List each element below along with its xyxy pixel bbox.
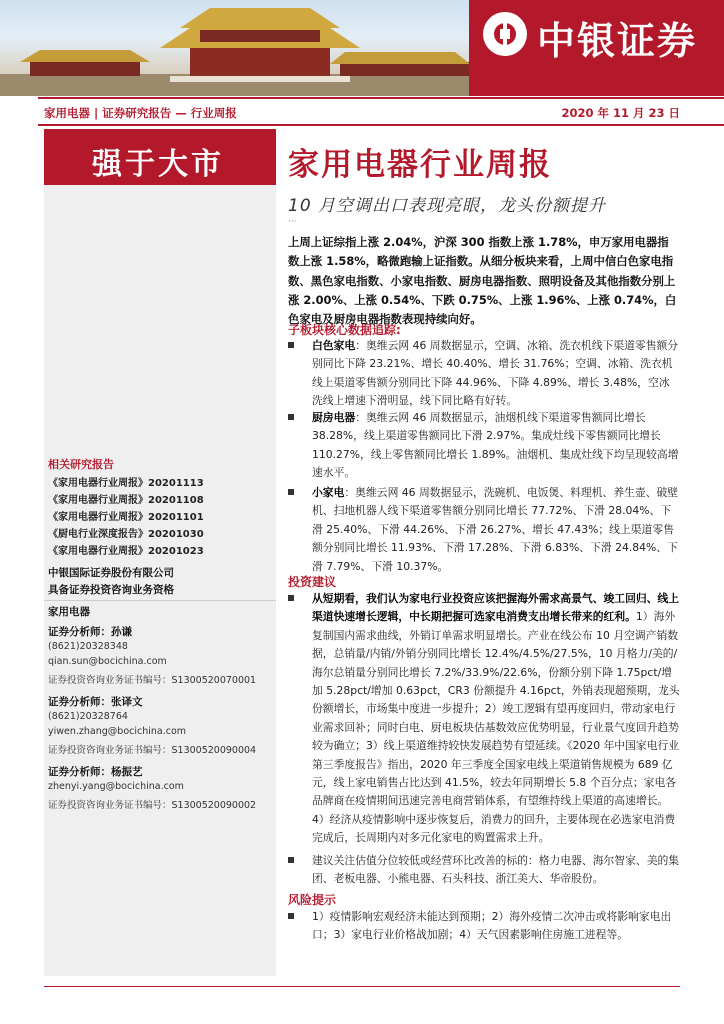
subtitle-dots: ···: [288, 217, 297, 227]
bullet-square-icon: [288, 414, 294, 420]
bullet-square-icon: [288, 595, 294, 601]
item-text: ：奥维云网 46 周数据显示，油烟机线下渠道零售额同比增长 38.28%，线上渠道零售额同比下滑 2.97%。集成灶线下零售额同比增长 110.27%，线上零售额同比增长 1.89%。油烟机、集成灶线下均呈现较高增速水平。: [312, 411, 679, 480]
item-label: 从短期看，我们认为家电行业投资应该把握海外需求高景气、竣工回归、线上渠道快速增长逻辑，中长期把握可选家电消费支出增长带来的红利。: [312, 592, 680, 624]
report-date: 2020 年 11 月 23 日: [561, 106, 680, 120]
sidebar-panel: [44, 185, 276, 976]
list-item: [288, 908, 680, 945]
item-label: 白色家电: [312, 339, 356, 352]
breadcrumb: 家用电器 | 证券研究报告 — 行业周报: [44, 106, 237, 120]
item-text: 1）海外复制国内需求曲线，外销订单需求明显增长。产业在线公布 10 月空调产销数据，总销量/内销/外销分别同比增长 12.4%/4.5%/27.5%，10 月格力/美的/海尔总销量分别同比增长 7.2%/33.9%/22.6%，份额分别下降 1.75pct/增加 5.28pct/增加 0.63pct，CR3 份额提升 4.16pct，外销表现超预期，龙头份额增长，市场集中度进一步提升；2）竣工逻辑有望再度回归，带动家电行业需求回补；同时白电、厨电板块估基数效应优势明显，行业景气度回升趋势较为确立；3）线上渠道维持较快发展趋势有望延续。《2020 年中国家电行业第三季度报告》指出，2020 年三季度全国家电线上渠道销售规模为 689 亿元，线上家电销售占比达到 41.5%，较去年同期增长 5.8 个百分点；家电各品牌商在疫情期间迅速完善电商营销体系，有望维持线上渠道的高速增长。4）经济从疫情影响中逐步恢复后，消费力的回升，主要体现在必选家电消费完成后，长周期内对多元化家电的购置需求上升。: [312, 610, 680, 845]
summary-paragraph: 上周上证综指上涨 2.04%，沪深 300 指数上涨 1.78%，申万家用电器指数上涨 1.58%，略微跑输上证指数。从细分板块来看，上周中信白色家电指数、黑色家电指数、小家电指数、厨房电器指数、照明设备及其他指数分别上涨 2.00%、上涨 0.54%、下跌 0.75%、上涨 1.96%、上涨 0.74%，白色家电及厨房电器指数表现持续向好。: [288, 235, 677, 327]
brand-name: 中银证券: [537, 19, 698, 63]
rating-text: 强于大市: [92, 147, 224, 182]
company-name: 中银国际证券股份有限公司: [48, 567, 174, 579]
rating-badge: [44, 129, 276, 185]
analyst-email[interactable]: yiwen.zhang@bocichina.com: [48, 726, 187, 737]
analyst-cert: 证券投资咨询业务证书编号：S1300520090004: [48, 745, 257, 756]
analyst-phone: (8621)20328348: [48, 641, 128, 652]
related-report-link[interactable]: 《家用电器行业周报》20201023: [48, 546, 204, 557]
bullet-square-icon: [288, 857, 294, 863]
list-item: [288, 409, 680, 483]
analyst-name: 证券分析师：张译文: [48, 696, 143, 708]
header-rule: [38, 97, 724, 99]
list-item: [288, 590, 680, 848]
palace-illustration: [0, 0, 470, 96]
item-text: ：奥维云网 46 周数据显示，空调、冰箱、洗衣机线下渠道零售额分别同比下降 23.21%、增长 40.40%、增长 31.76%；空调、冰箱、洗衣机线上渠道零售额分别同比下降 44.96%、下降 4.89%、增长 3.48%，空冰洗线上增速下滑明显，线下同比略有好转。: [312, 339, 679, 408]
item-text: ：奥维云网 46 周数据显示，洗碗机、电饭煲、料理机、养生壶、破壁机、扫地机器人线下渠道零售额分别同比增长 77.72%、下滑 28.04%、下滑 25.40%、下滑 44.26%、下滑 26.27%、增长 47.43%；线上渠道零售额分别同比增长 11.93%、下滑 17.28%、下滑 6.83%、下滑 24.84%、下滑 7.79%、下滑 10.37%。: [312, 486, 679, 573]
section-heading-advice: 投资建议: [288, 575, 337, 589]
company-qualification: 具备证券投资咨询业务资格: [48, 584, 174, 596]
related-report-link[interactable]: 《家用电器行业周报》20201113: [48, 478, 204, 489]
header-banner-image: [0, 0, 724, 96]
related-report-link[interactable]: 《家用电器行业周报》20201108: [48, 495, 204, 506]
analyst-name: 证券分析师：孙谦: [48, 626, 132, 638]
analyst-cert: 证券投资咨询业务证书编号：S1300520090002: [48, 800, 257, 811]
page-subtitle: 10 月空调出口表现亮眼，龙头份额提升: [288, 196, 607, 216]
boc-logo-icon: [483, 12, 527, 56]
related-report-link[interactable]: 《厨电行业深度报告》20201030: [48, 529, 204, 540]
divider: [44, 600, 276, 601]
item-label: 小家电: [312, 486, 345, 499]
bullet-square-icon: [288, 489, 294, 495]
analyst-email[interactable]: qian.sun@bocichina.com: [48, 656, 167, 667]
related-report-link[interactable]: 《家用电器行业周报》20201101: [48, 512, 204, 523]
related-reports-title: 相关研究报告: [48, 458, 114, 471]
analyst-phone: (8621)20328764: [48, 711, 128, 722]
subheader-rule: [38, 124, 724, 126]
list-item: [288, 337, 680, 411]
analyst-email[interactable]: zhenyi.yang@bocichina.com: [48, 781, 184, 792]
bullet-square-icon: [288, 913, 294, 919]
item-label: 厨房电器: [312, 411, 356, 424]
footer-rule: [44, 986, 680, 987]
analyst-name: 证券分析师：杨振艺: [48, 766, 143, 778]
brand-logo-block: [469, 0, 724, 96]
item-text: 1）疫情影响宏观经济未能达到预期；2）海外疫情二次冲击或将影响家电出口；3）家电行业价格战加剧；4）天气因素影响住房施工进程等。: [312, 910, 672, 942]
list-item: [288, 852, 680, 889]
bullet-square-icon: [288, 342, 294, 348]
section-heading-tracking: 子板块核心数据追踪:: [288, 323, 401, 337]
item-text: 建议关注估值分位较低或经营环比改善的标的：格力电器、海尔智家、美的集团、老板电器、小熊电器、石头科技、浙江美大、华帝股份。: [312, 854, 680, 886]
section-heading-risk: 风险提示: [288, 893, 337, 907]
analyst-cert: 证券投资咨询业务证书编号：S1300520070001: [48, 675, 257, 686]
industry-label: 家用电器: [48, 606, 90, 618]
list-item: [288, 484, 680, 576]
page-title: 家用电器行业周报: [288, 147, 552, 183]
